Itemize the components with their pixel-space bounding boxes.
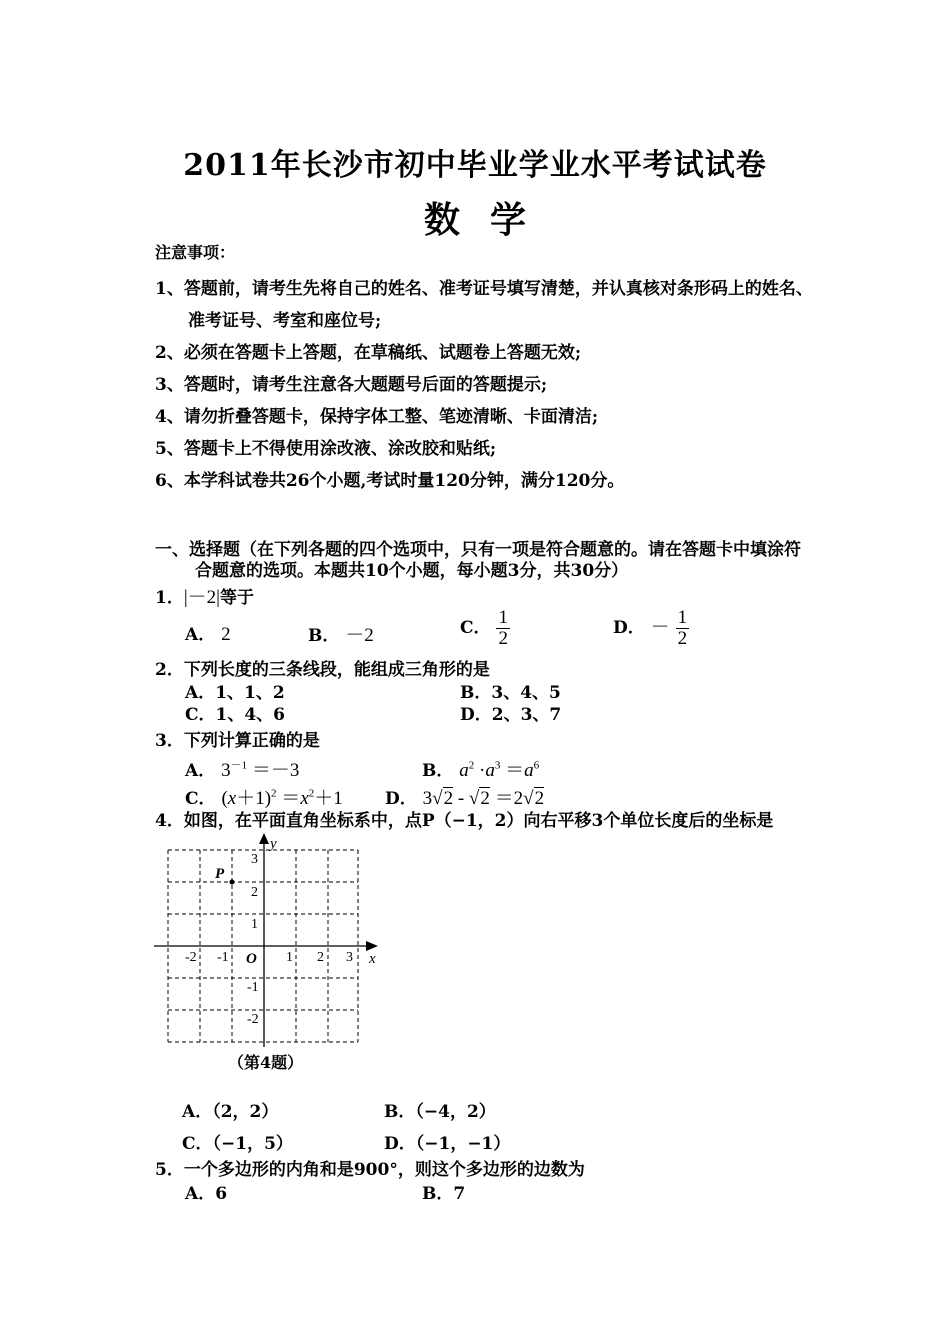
q1-option-a: A． 2 — [185, 624, 231, 645]
x-tick-label: 1 — [286, 950, 293, 965]
q1-option-d: D． － $\frac{1}{2}$ — [613, 607, 688, 649]
equation: $3^{-1} =-3$ — [221, 759, 300, 781]
question-4-stem: 4．如图，在平面直角坐标系中，点P（−1，2）向右平移3个单位长度后的坐标是 — [155, 811, 774, 831]
q2-option-b: B．3、4、5 — [460, 683, 561, 703]
q4-option-b: B．（−4，2） — [384, 1102, 496, 1122]
q3-option-d: D． 3√2 - √2 ＝2√2 — [385, 788, 545, 809]
section-heading — [155, 540, 801, 582]
q4-option-a: A．（2，2） — [182, 1102, 279, 1122]
question-1-stem: 1．|－2|等于 — [155, 587, 254, 608]
point-p-label: P — [215, 866, 225, 882]
q1-option-b: B． －2 — [308, 625, 374, 646]
y-tick-label: -2 — [247, 1012, 259, 1027]
fraction: $\frac{1}{2}$ — [498, 607, 508, 649]
y-tick-label: -1 — [247, 980, 259, 995]
y-tick-labels — [247, 852, 259, 1027]
question-5-stem: 5．一个多边形的内角和是900°，则这个多边形的边数为 — [155, 1160, 585, 1180]
q3-option-a: A． $3^{-1} =-3$ — [185, 759, 300, 781]
abs-expression: |－2| — [183, 587, 220, 608]
q3-option-b: B． $a^2 \cdot a^3 =a^6$ — [422, 759, 540, 781]
notice-item: 4、请勿折叠答题卡，保持字体工整、笔迹清晰、卡面清洁; — [155, 407, 599, 427]
q5-option-b: B．7 — [422, 1184, 466, 1204]
notice-item: 准考证号、考室和座位号; — [188, 311, 382, 331]
fraction: $\frac{1}{2}$ — [677, 607, 688, 649]
q3-option-c: C． $(x+1)^2 =x^2+1$ — [185, 787, 343, 809]
notice-item: 2、必须在答题卡上答题，在草稿纸、试题卷上答题无效; — [155, 343, 582, 363]
q4-option-d: D．（−1，−1） — [384, 1134, 511, 1154]
section-heading-line1: 一、选择题（在下列各题的四个选项中，只有一项是符合题意的。请在答题卡中填涂符 — [155, 540, 801, 560]
figure-caption: （第4题） — [228, 1053, 304, 1072]
axes — [154, 838, 372, 1047]
q4-option-c: C．（−1，5） — [182, 1134, 293, 1154]
notice-heading: 注意事项： — [155, 243, 236, 262]
x-tick-label: -1 — [217, 950, 229, 965]
x-tick-label: 3 — [346, 950, 353, 965]
notice-item: 6、本学科试卷共26个小题,考试时量120分钟，满分120分。 — [155, 471, 625, 491]
notice-item: 3、答题时，请考生注意各大题题号后面的答题提示; — [155, 375, 548, 395]
x-tick-label: 2 — [317, 950, 324, 965]
y-axis-arrow-icon — [259, 833, 269, 844]
coordinate-graph — [150, 832, 390, 1052]
y-axis-label: y — [270, 836, 277, 852]
q2-option-d: D．2、3、7 — [460, 705, 562, 725]
y-tick-label: 3 — [251, 852, 258, 867]
equation: $a^2 \cdot a^3 =a^6$ — [459, 759, 540, 781]
q1-option-c: C． $\frac{1}{2}$ — [460, 607, 508, 649]
y-tick-label: 1 — [251, 917, 258, 932]
notice-item: 5、答题卡上不得使用涂改液、涂改胶和贴纸; — [155, 439, 497, 459]
q5-option-a: A．6 — [185, 1184, 228, 1204]
equation: 3√2 - √2 ＝2√2 — [422, 788, 545, 809]
x-tick-label: -2 — [185, 950, 197, 965]
question-2-stem: 2．下列长度的三条线段，能组成三角形的是 — [155, 660, 490, 680]
y-tick-label: 2 — [251, 885, 258, 900]
x-axis-label: x — [369, 951, 376, 967]
section-heading-line2: 合题意的选项。本题共10个小题，每小题3分，共30分） — [195, 561, 629, 581]
notice-item: 1、答题前，请考生先将自己的姓名、准考证号填写清楚，并认真核对条形码上的姓名、 — [155, 279, 813, 299]
subject-title: 数学 — [423, 199, 556, 241]
exam-title: 2011年长沙市初中毕业学业水平考试试卷 — [183, 148, 767, 183]
origin-label: O — [246, 951, 257, 967]
x-axis-arrow-icon — [366, 941, 378, 951]
q2-option-a: A．1、1、2 — [185, 683, 285, 703]
q2-option-c: C．1、4、6 — [185, 705, 286, 725]
point-p — [230, 880, 235, 885]
question-3-stem: 3．下列计算正确的是 — [155, 731, 320, 751]
equation: $(x+1)^2 =x^2+1$ — [221, 787, 343, 809]
